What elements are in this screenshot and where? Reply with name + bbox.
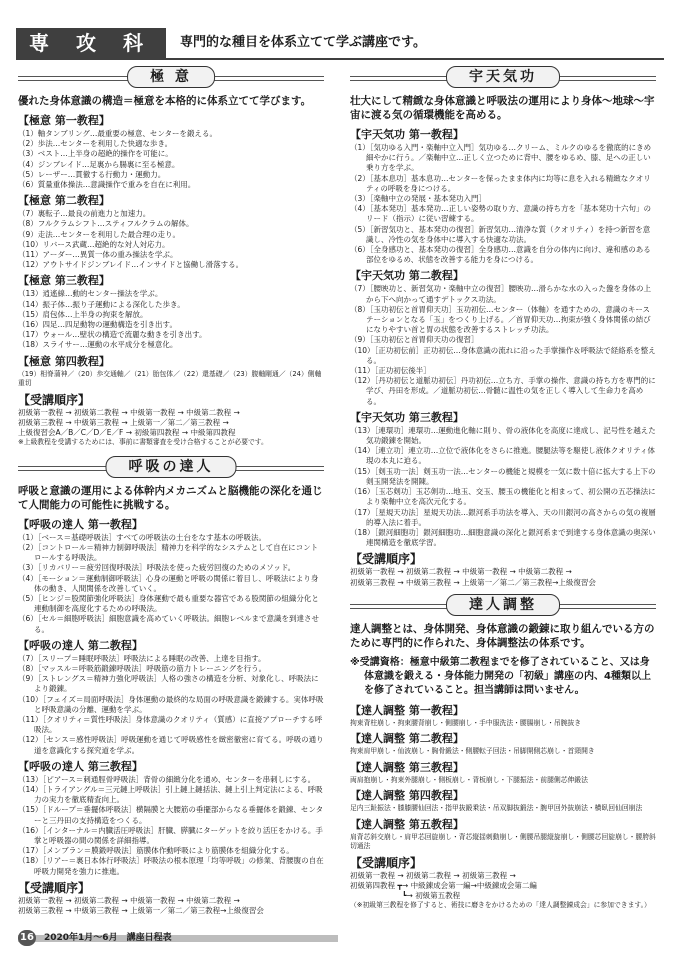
course-item: （4）［基本発功］基本発功…正しい姿勢の取り方、意識の持ち方を「基本発功十六句」のリード（指示）に従い習練する。: [350, 204, 652, 224]
course-item: （3）［楽軸中立の発展・基本発功入門］: [350, 194, 487, 204]
footer-text: 2020年1月〜6月 講座日程表: [44, 933, 172, 943]
course-item: （8）フルクラムシフト…スティフルクラムの解体。: [18, 219, 194, 229]
section-title-label: 宇天気功: [446, 66, 560, 88]
course-heading: 【達人調整 第二教程】: [350, 732, 464, 746]
section-intro: 壮大にして精緻な身体意識と呼吸法の運用により身体〜地球〜宇宙に渡る気の循環機能を高める。: [350, 95, 655, 121]
course-item: （3）［リカバリー＝疲労回復呼吸法］呼吸法を使った疲労回復のためのメソッド。: [18, 563, 296, 573]
order-note: ※上級教程を受講するためには、事前に書類審査を受け合格することが必要です。: [18, 438, 268, 447]
course-item: （18）スライサー…運動の水平成分を極意化。: [18, 340, 178, 350]
section-intro: 優れた身体意識の構造＝極意を本格的に体系立てて学びます。: [18, 95, 312, 107]
header-rule: [16, 58, 664, 60]
course-item: （4）［モーション＝運動制御呼吸法］心身の運動と呼吸の関係に着目し、呼吸法により身体の動き、人間関係を改善していく。: [18, 573, 319, 593]
course-heading: 【達人調整 第三教程】: [350, 760, 464, 774]
course-item: （16）［玉芯剣功］玉芯剣功…地玉、交玉、腰玉の機能化と相まって、初公開の五芯操法により楽軸中立を高次元化する。: [350, 487, 656, 507]
order-line: 上級復習会A／B／C／D／E／F → 初級第四教程 → 中級第四教程: [18, 428, 236, 438]
order-note: （※初級第三教程を修了すると、術技に磨きをかけるための「達人調整錬成会」に参加できます。）: [350, 901, 651, 910]
course-list: 拘束背柱崩し・拘束腰背崩し・側腰崩し・手中服洗法・腰腸崩し・吊腕抜き: [350, 718, 582, 727]
section-title-gokui: [18, 66, 324, 88]
course-item: （17）［星規天功法］星規天功法…銀河系手功法を導入、天の川銀河の高さからの気の複層的導入法に着手。: [350, 507, 656, 527]
section-title-label: 呼吸の達人: [106, 456, 237, 478]
course-item: （15）［剣玉功一法］剣玉功一法…センターの機能と規模を一気に数十倍に拡大する上下の剣玉開発法を開陳。: [350, 466, 656, 486]
course-item: （12）［丹功初伝と道脈功初伝］丹功初伝…立ち方、手掌の操作、意識の持ち方を専門的に学び、丹田を形成。／道脈功初伝…骨髄に温性の気を正しく導入して生命力を高める。: [350, 376, 656, 406]
course-item: （9）［ストレングス＝精神力強化呼吸法］人格の強さの構造を分析、対象化し、呼吸法により鍛錬。: [18, 674, 319, 694]
course-item: （2）［基本息功］基本息功…センターを保ったまま体内に均等に息を入れる精緻なクオリティの呼吸を身につける。: [350, 173, 651, 193]
course-item: （12）［センス＝感性呼吸法］呼吸運動を通じて呼吸感性を緻密徹密に育てる。呼吸の通り道を意識化する探究道を学ぶ。: [18, 735, 324, 755]
course-heading: 【呼吸の達人 第一教程】: [18, 517, 143, 531]
order-line: 初級第一教程 → 初級第二教程 → 初級第三教程 →: [350, 870, 516, 880]
branch-arrow-icon: ┳→: [397, 880, 411, 890]
order-line: 初級第三教程 → 中級第三教程 → 上級第一／第二／第三教程→上級復習会: [18, 906, 264, 916]
course-item: （10）［フェイズ＝局面呼吸法］身体運動の最終的な局面の呼吸意識を鍛錬する。実体呼吸と呼吸意識の分離、運動を学ぶ。: [18, 694, 324, 714]
course-list: 肩背芯斜交崩し・肩甲芯回旋崩し・背芯縦揺刺動崩し・側腰吊腿縦旋崩し・側腰芯回旋崩し・腰胯斜切通法: [350, 832, 656, 851]
course-item: （7）［腰映功と、新習気功・楽軸中立の復習］腰映功…滑らかな水の入った盤を身体の上から下へ向かって通すデトックス功法。: [350, 284, 652, 304]
course-item: （17）ウォール…壁状の構造で流麗な動きを引き出す。: [18, 330, 207, 340]
course-item: （17）［メンブラン＝膜鍛呼吸法］筋膜体作動呼吸により筋膜体を組織分化する。: [18, 846, 294, 856]
section-title-uchu: [350, 66, 656, 88]
course-heading: 【達人調整 第四教程】: [350, 789, 464, 803]
course-heading: 【呼吸の達人 第三教程】: [18, 759, 143, 773]
course-item: （6）質量重体操法…意識操作で重みを自在に利用。: [18, 180, 196, 190]
order-heading: 【受講順序】: [18, 880, 91, 895]
order-branch: [350, 881, 656, 891]
course-item: （5）レーザー…貫徹する行動力・運動力。: [18, 169, 166, 179]
course-item: （11）アーダー…異質一体の重み操法を学ぶ。: [18, 250, 178, 260]
course-item: （7）［スリープ＝睡眠呼吸法］呼吸法による睡眠の改善、上達を目指す。: [18, 653, 266, 663]
course-item: （13）［連環功］連環功…運動進化軸に則り、骨の液体化を高度に達成し、記号性を越えた気功鍛錬を開始。: [350, 425, 656, 446]
course-heading: 【極意 第四教程】: [18, 354, 110, 368]
section-title-kokyu: [18, 456, 324, 478]
course-item: （3）ベスト…上半身の超絶的操作を可能に。: [18, 149, 173, 159]
course-item: （4）ジンブレイド…足裏から腸裏に至る極意。: [18, 159, 180, 169]
course-item: （11）［クオリティ＝質性呼吸法］身体意識のクオリティ（質感）に直接アプローチする呼吸法。: [18, 715, 323, 735]
page-subtitle: 専門的な種目を体系立てて学ぶ講座です。: [180, 35, 426, 50]
course-item: （7）裏転子…最良の前進力と加速力。: [18, 209, 151, 219]
order-step: 初級第四教程: [350, 880, 395, 890]
course-item: （13）逍遙線…動的センター操法を学ぶ。: [18, 289, 163, 299]
course-item: （13）［ピアース＝刺通脛骨呼吸法］背骨の細緻分化を通め、センターを串刺しにする。: [18, 774, 316, 784]
course-item: （14）［トライアングル＝三元鏈上呼吸法］引上鏈上鏈括法、鏈上引上判定法による、呼吸力の実力を徹底精査向上。: [18, 785, 323, 805]
course-heading: 【極意 第二教程】: [18, 194, 110, 208]
page-title: 専 攻 科: [16, 28, 166, 58]
section-title-label: 極 意: [127, 66, 215, 88]
course-item: （1）［気功ゆる入門・楽軸中立入門］気功ゆる…クリーム、ミルクのゆるを徹底的にきめ細やかに行う。／楽軸中立…正しく立つために背中、腰をゆるめ、膝、足への正しい乗り方を学ぶ。: [350, 143, 652, 173]
course-item: （16）四足…四足動物の運動構造を引き出す。: [18, 320, 177, 330]
section-intro: 呼吸と意識の運用による体幹内メカニズムと脳機能の深化を通じて人間能力の可能性に挑戦する。: [18, 484, 323, 511]
order-heading: 【受講順序】: [350, 855, 423, 870]
order-line: 初級第一教程 → 初級第二教程 → 中級第一教程 → 中級第二教程 →: [18, 407, 240, 417]
course-item: （8）［マッスル＝呼吸筋鍛錬呼吸法］呼吸筋の筋力トレーニングを行う。: [18, 664, 267, 673]
course-heading: 【極意 第一教程】: [18, 114, 110, 127]
course-item: （18）［銀河細胞功］銀河細胞功…細胞意識の深化と銀河系まで到達する身体意識の奥深い連関構造を徹底学習。: [350, 527, 656, 548]
section-title-tatsujin: [350, 594, 656, 616]
order-line: 初級第三教程 → 中級第三教程 → 上級第一／第二／第三教程 →: [18, 417, 229, 427]
course-item: （6）［セル＝細胞呼吸法］細胞意識を高めていく呼吸法。細胞レベルまで意識を到達させる。: [18, 614, 320, 634]
page-header: [16, 28, 664, 58]
course-list: 両肩抱崩し・拘束外腿崩し・側板崩し・背板崩し・下腿振法・前腿側芯伸鍛法: [350, 775, 588, 784]
course-item: （14）［連立功］連立功…立位で液体化をさらに推進。腰腿法等を駆使し液体クオリティ体現の本丸に迫る。: [350, 446, 656, 466]
course-item: （10）リバース武蔵…超絶的な対人対応力。: [18, 239, 170, 249]
course-item: （1）軸タンブリング…最重要の極意、センターを鍛える。: [18, 129, 218, 138]
course-heading: 【達人調整 第一教程】: [350, 703, 464, 717]
course-item: （15）肩包体…上半身の拘束を解放。: [18, 309, 148, 319]
course-heading: 【達人調整 第五教程】: [350, 817, 464, 831]
course-item: （14）振子体…振り子運動による深化した歩き。: [18, 299, 185, 309]
order-heading: 【受講順序】: [350, 552, 423, 567]
course-item: （6）［全身感功と、基本発功の復習］全身感功…意識を自分の体内に向け、違和感のある部位をゆるめ、状態を改善する能力を身につける。: [350, 245, 651, 265]
order-step: 初級第五教程: [415, 891, 461, 901]
order-line: 初級第一教程 → 初級第二教程 → 中級第一教程 → 中級第二教程 →: [350, 567, 572, 577]
course-list: 足内三趾振法・膝膝腰仙回法・指甲抜鍛乗法・吊双脚抜鍛法・腕甲回外抜崩法・横臥回仙回崩法: [350, 804, 643, 813]
page-number: 16: [18, 930, 36, 946]
order-line: 初級第一教程 → 初級第二教程 → 中級第一教程 → 中級第二教程 →: [18, 895, 240, 905]
order-heading: 【受講順序】: [18, 392, 91, 407]
course-item: （10）［正功初伝前］正功初伝…身体意識の流れに沿った手掌操作＆呼吸法で経絡系を整える。: [350, 345, 656, 365]
course-item: （5）［新習気功と、基本発功の復習］新習気功…清浄な質（クオリティ）を持つ新習を意識し、冷性の気を身体中に導入する快適な功法。: [350, 224, 651, 244]
course-heading: 【宇天気功 第一教程】: [350, 128, 464, 141]
course-item: （2）歩法…センターを利用した快適な歩き。: [18, 139, 173, 149]
course-item: （18）［リアー＝裏日本体行呼吸法］呼吸法の根本原理「均等呼吸」の修業、背腰腹の自在呼吸力開発を強力に推進。: [18, 856, 324, 876]
course-list: （19）相脊蒲神／（20）歩交通軸／（21）胎包体／（22）還基礎／（23）腹軸剛通／（24）側軸重切: [18, 369, 322, 388]
branch-arrow-icon: ┗→: [402, 891, 416, 901]
course-item: （12）アウトサイドジンブレイド…インサイドと協働し滑落する。: [18, 260, 244, 270]
course-item: （15）［ドループ＝垂擺体呼吸法］横隔膜と大腰筋の垂擺部からなる垂擺体を鍛錬、センターと三丹田の支持構造をつくる。: [18, 805, 324, 825]
order-step: 中級錬成会第一編→中級錬成会第二編: [410, 880, 537, 890]
course-item: （1）［ベース＝基礎呼吸法］すべての呼吸法の土台をなす基本の呼吸法。: [18, 532, 266, 542]
right-column: [350, 66, 656, 911]
course-heading: 【宇天気功 第二教程】: [350, 269, 464, 283]
section-intro: 達人調整とは、身体開発、身体意識の鍛錬に取り組んでいる方のために専門的に作られた、身体調整法の体系です。: [350, 622, 655, 649]
course-item: （11）［正功初伝後半］: [350, 366, 431, 376]
course-item: （8）［玉功初伝と首胃仰天功］玉功初伝…センター（体軸）を通すための、意識のキーステーションとなる「玉」をつくり上げる。／首胃仰天功…拘束が強く身体関係の結びになりやすい首と胃の状態を改善するストレッチ功法。: [350, 304, 651, 335]
course-item: （9）［玉功初伝と首胃仰天功の復習］: [350, 335, 479, 345]
page-footer: [18, 930, 666, 946]
course-item: （5）［ヒンジ＝股関節強化呼吸法］身体運動で最も重要な器官である股関節の組織分化と連動制御を高度化するための呼吸法。: [18, 593, 319, 614]
eligibility-note: ※受講資格：極意中級第二教程までを修了されていること、又は身体意識を鍛える・身体能力開発の「初級」講座の内、4種類以上を修了されていること。担当講師は問いません。: [350, 656, 651, 696]
section-title-label: 達人調整: [446, 594, 560, 616]
order-line: 初級第三教程 → 中級第三教程 → 上級第一／第二／第三教程→上級復習会: [350, 577, 596, 587]
course-heading: 【宇天気功 第三教程】: [350, 410, 464, 424]
course-list: 拘束肩甲崩し・仙波崩し・胸骨鍛法・側腰転子回法・吊脚開側芯崩し・首頸開き: [350, 747, 595, 756]
course-item: （2）［コントロール＝精神力制御呼吸法］精神力を科学的なシステムとして自在にコントロールする呼吸法。: [18, 542, 319, 563]
left-column: [18, 66, 324, 916]
course-heading: 【呼吸の達人 第二教程】: [18, 638, 143, 652]
course-heading: 【極意 第三教程】: [18, 274, 110, 288]
course-item: （9）走法…センターを利用した最合理の走り。: [18, 229, 180, 239]
course-item: （16）［インターナル＝内臓活圧呼吸法］肝臓、膵臓にターゲットを絞り活圧をかける。手掌と呼吸器の間の関係を詳細指導。: [18, 825, 323, 846]
order-branch: [350, 891, 656, 901]
